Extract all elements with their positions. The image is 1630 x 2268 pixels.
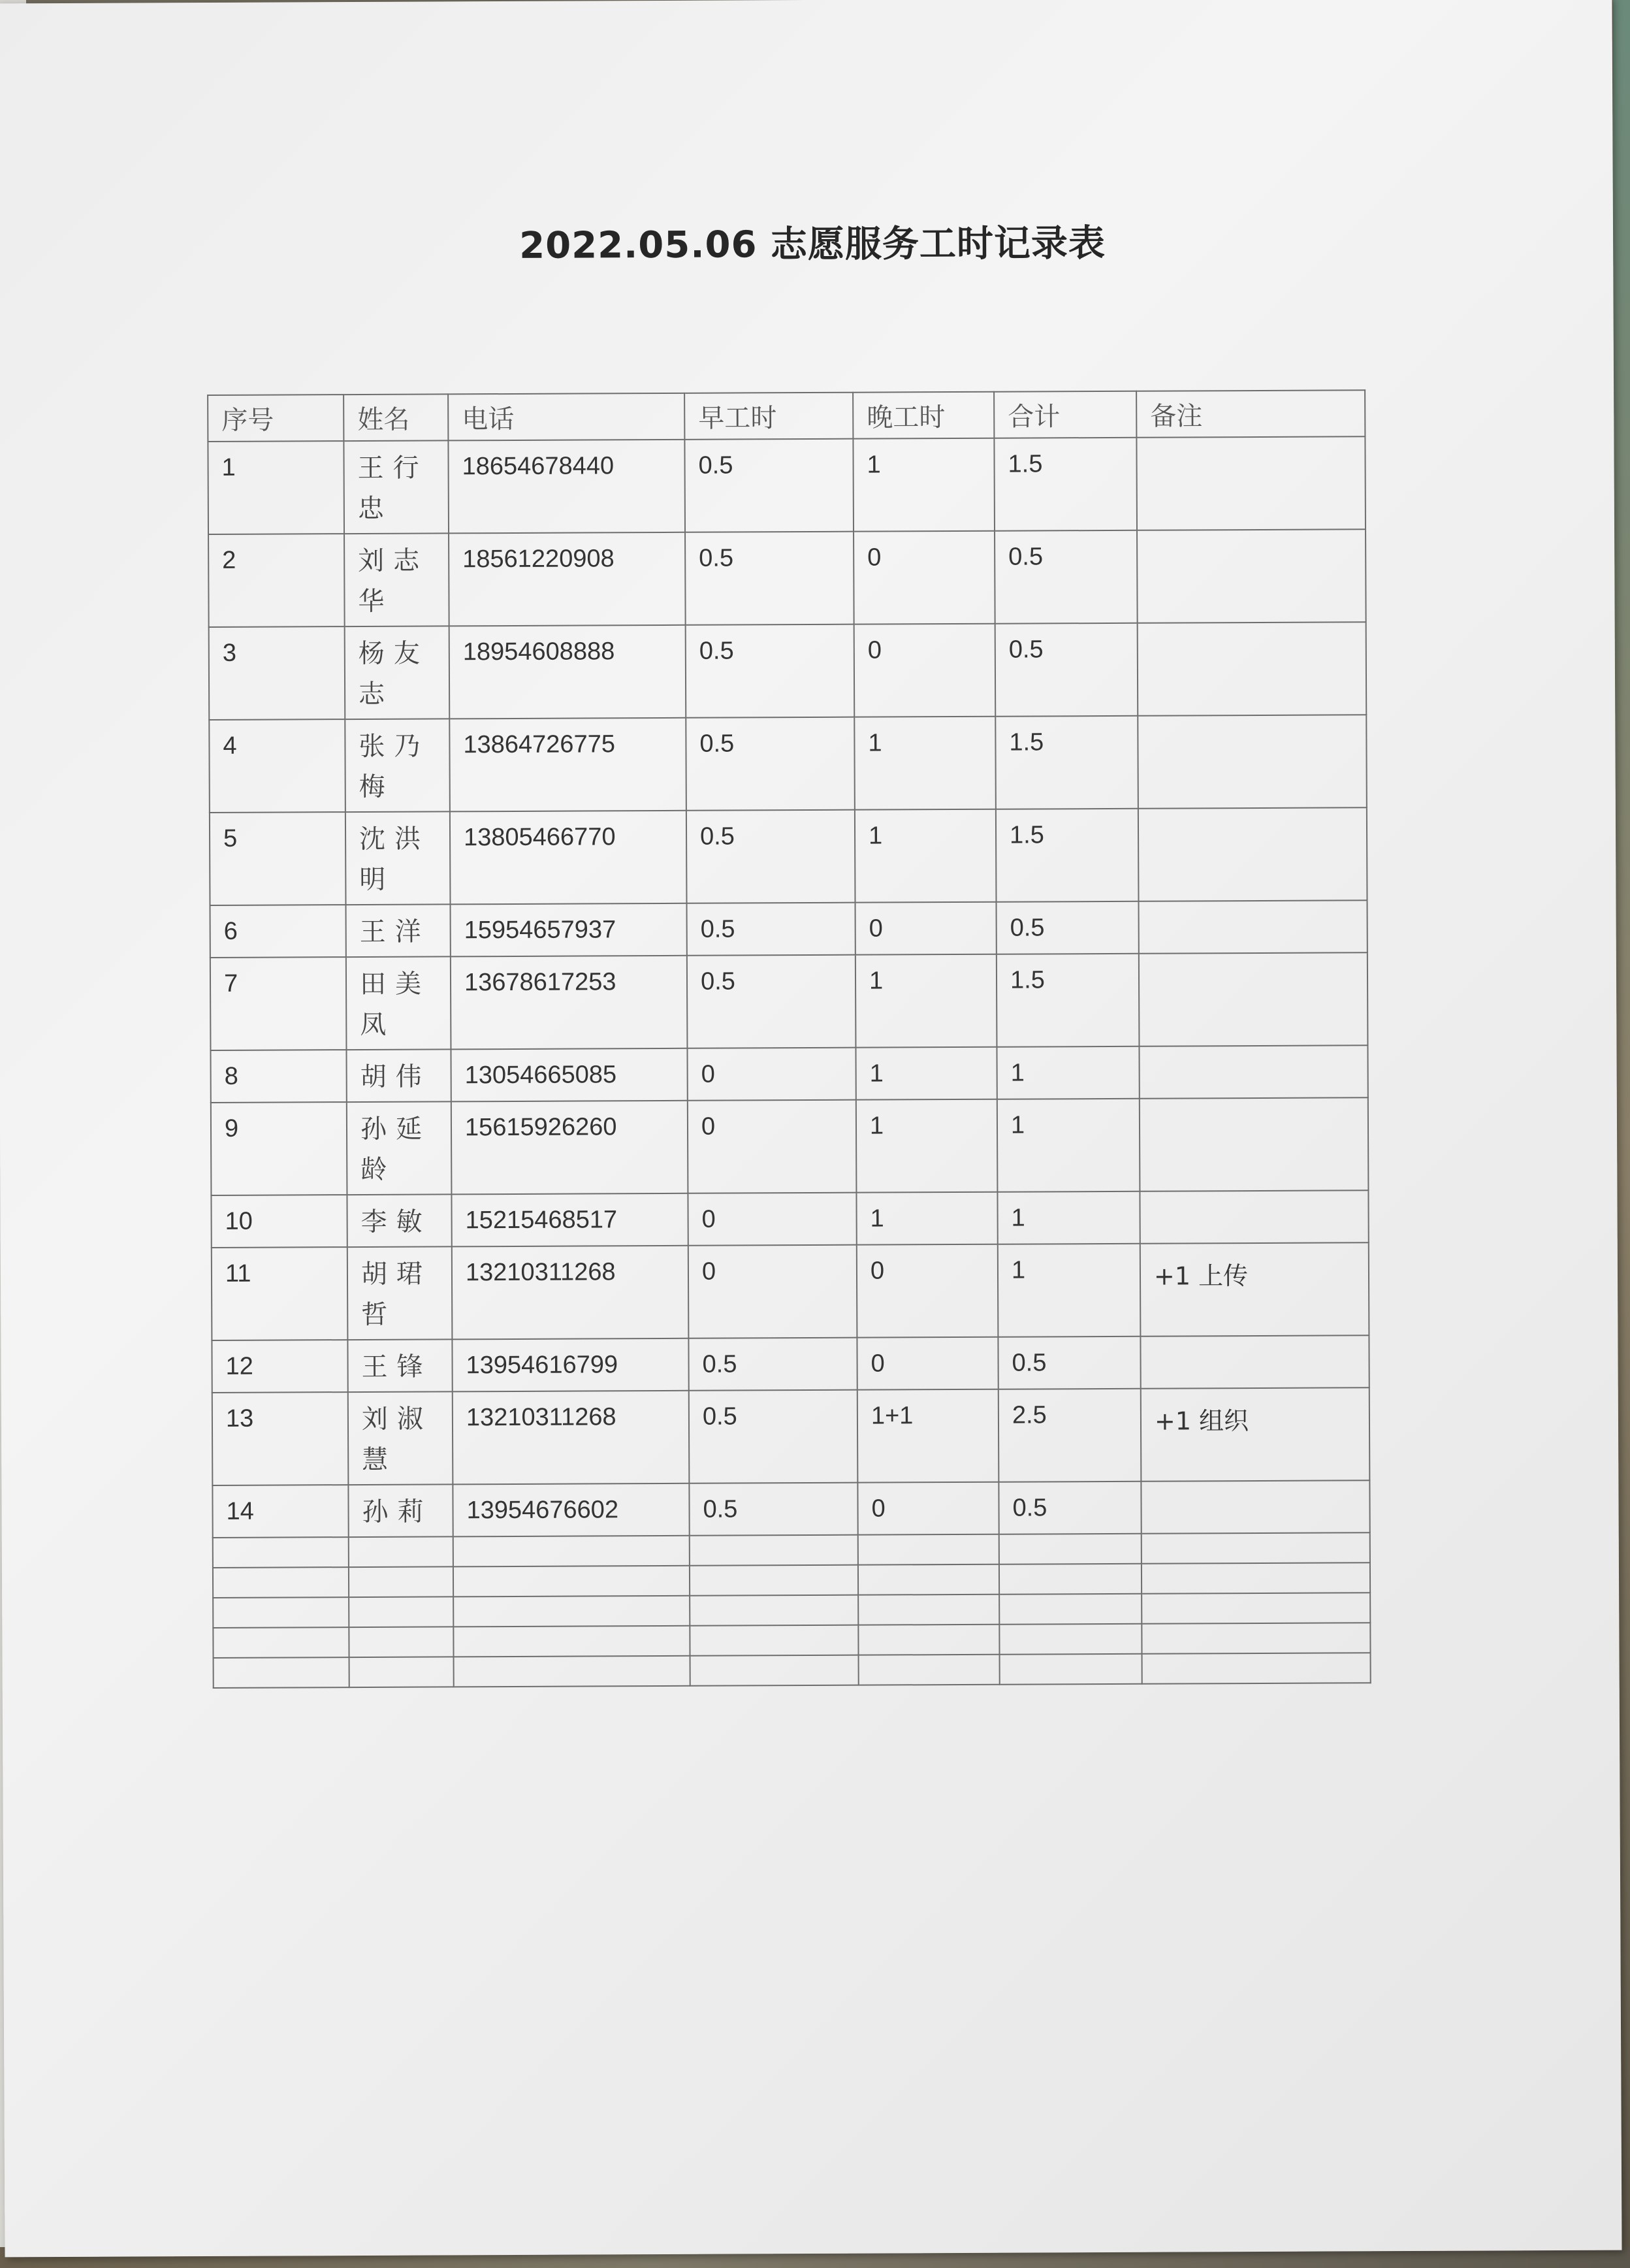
cell-index: 4: [209, 719, 345, 813]
cell-index: 6: [210, 905, 346, 958]
empty-cell: [213, 1597, 349, 1628]
cell-remarks: [1137, 529, 1366, 623]
cell-total: 2.5: [999, 1389, 1142, 1482]
cell-index: 3: [209, 626, 345, 720]
empty-cell: [999, 1594, 1142, 1625]
empty-cell: [690, 1625, 858, 1656]
cell-morning-hours: 0.5: [689, 1390, 858, 1483]
table-row: [209, 622, 1367, 720]
table-row: [212, 1387, 1370, 1485]
cell-phone: 13805466770: [450, 811, 687, 905]
cell-evening-hours: 0: [857, 1244, 999, 1338]
cell-name: 胡珺哲: [347, 1246, 453, 1340]
cell-total: 0.5: [997, 901, 1139, 954]
cell-index: 8: [210, 1050, 346, 1103]
empty-cell: [690, 1535, 858, 1566]
cell-name: 胡伟: [346, 1049, 451, 1102]
cell-remarks: +1 组织: [1141, 1387, 1370, 1482]
cell-name: 王洋: [346, 904, 451, 957]
cell-index: 14: [212, 1485, 348, 1538]
cell-morning-hours: 0.5: [684, 439, 854, 532]
cell-evening-hours: 0: [855, 902, 997, 955]
empty-cell: [453, 1566, 690, 1597]
empty-cell: [1142, 1563, 1370, 1594]
cell-morning-hours: 0: [688, 1245, 857, 1338]
cell-name: 王锋: [347, 1339, 452, 1392]
header-morning-hours: 早工时: [684, 393, 853, 440]
cell-remarks: [1138, 900, 1367, 954]
empty-cell: [999, 1534, 1142, 1564]
cell-morning-hours: 0: [688, 1193, 856, 1246]
cell-name: 刘志华: [344, 533, 449, 626]
empty-cell: [690, 1595, 858, 1626]
volunteer-hours-table: [207, 389, 1371, 1689]
empty-cell: [349, 1657, 454, 1687]
cell-total: 1: [998, 1244, 1141, 1337]
table-row: [211, 1097, 1369, 1195]
cell-index: 10: [211, 1195, 347, 1248]
cell-index: 2: [208, 534, 345, 627]
cell-remarks: [1139, 952, 1368, 1046]
cell-total: 1.5: [995, 716, 1138, 809]
cell-evening-hours: 1: [856, 1099, 998, 1193]
cell-total: 1.5: [996, 809, 1139, 902]
table-row: [209, 715, 1367, 813]
empty-cell: [349, 1627, 453, 1657]
cell-total: 0.5: [999, 1482, 1141, 1534]
header-phone: 电话: [448, 393, 684, 441]
cell-evening-hours: 1: [855, 1047, 997, 1100]
header-remarks: 备注: [1136, 390, 1365, 438]
empty-cell: [349, 1566, 453, 1597]
cell-phone: 15615926260: [451, 1101, 688, 1195]
empty-cell: [858, 1564, 999, 1595]
cell-remarks: [1139, 1045, 1367, 1099]
header-index: 序号: [208, 395, 344, 442]
empty-cell: [453, 1626, 690, 1657]
cell-morning-hours: 0.5: [686, 624, 855, 718]
empty-cell: [1000, 1654, 1142, 1685]
empty-cell: [690, 1565, 858, 1596]
table-row: [208, 529, 1366, 627]
empty-cell: [453, 1536, 690, 1567]
empty-table-row: [213, 1593, 1370, 1628]
cell-remarks: [1138, 715, 1367, 809]
empty-table-row: [213, 1532, 1370, 1568]
table-row: [212, 1480, 1369, 1538]
empty-table-row: [213, 1623, 1370, 1658]
cell-phone: 13210311268: [452, 1246, 689, 1340]
empty-table-row: [214, 1653, 1371, 1688]
empty-cell: [1142, 1653, 1371, 1684]
cell-remarks: [1138, 622, 1367, 716]
table-row: [212, 1335, 1369, 1393]
empty-cell: [1142, 1593, 1370, 1624]
cell-remarks: [1140, 1335, 1369, 1389]
cell-total: 1: [997, 1046, 1139, 1099]
table-row: [210, 952, 1368, 1050]
cell-phone: 13210311268: [453, 1391, 690, 1485]
cell-index: 5: [210, 812, 346, 905]
empty-cell: [1142, 1623, 1370, 1654]
cell-phone: 18954608888: [449, 625, 686, 719]
empty-cell: [454, 1656, 690, 1687]
cell-name: 沈洪明: [345, 811, 451, 905]
empty-cell: [690, 1655, 859, 1686]
cell-total: 1: [997, 1191, 1140, 1244]
cell-morning-hours: 0.5: [686, 810, 855, 903]
cell-remarks: [1141, 1480, 1369, 1534]
table-row: [210, 900, 1367, 958]
cell-total: 0.5: [995, 530, 1138, 624]
cell-total: 0.5: [998, 1336, 1140, 1389]
cell-index: 13: [212, 1392, 349, 1485]
cell-remarks: [1140, 1097, 1369, 1191]
cell-phone: 13954616799: [452, 1338, 688, 1392]
cell-index: 12: [212, 1340, 347, 1393]
cell-phone: 15215468517: [451, 1193, 688, 1247]
cell-phone: 13954676602: [453, 1483, 689, 1537]
cell-total: 1: [997, 1099, 1140, 1192]
cell-total: 1.5: [994, 438, 1137, 531]
cell-evening-hours: 1+1: [857, 1389, 999, 1483]
table-row: [211, 1190, 1368, 1248]
empty-cell: [213, 1567, 349, 1598]
cell-remarks: [1136, 436, 1366, 530]
empty-cell: [858, 1595, 999, 1625]
cell-index: 7: [210, 957, 347, 1050]
table-row: [210, 1045, 1367, 1103]
document-title: 2022.05.06 志愿服务工时记录表: [519, 222, 1106, 267]
cell-evening-hours: 1: [853, 438, 995, 532]
empty-cell: [858, 1534, 999, 1565]
cell-remarks: [1140, 1190, 1368, 1244]
cell-evening-hours: 0: [857, 1482, 999, 1535]
empty-cell: [1142, 1532, 1370, 1564]
cell-morning-hours: 0: [688, 1100, 857, 1193]
empty-table-row: [213, 1563, 1370, 1598]
empty-cell: [213, 1537, 349, 1568]
header-name: 姓名: [344, 394, 448, 441]
cell-evening-hours: 1: [855, 954, 997, 1048]
cell-name: 刘淑慧: [348, 1391, 453, 1485]
cell-morning-hours: 0.5: [686, 717, 855, 811]
cell-morning-hours: 0.5: [687, 903, 855, 956]
cell-name: 张乃梅: [345, 719, 450, 812]
cell-evening-hours: 0: [854, 624, 996, 717]
cell-morning-hours: 0: [687, 1048, 855, 1101]
empty-cell: [999, 1564, 1142, 1595]
table-row: [212, 1242, 1369, 1340]
cell-remarks: +1 上传: [1140, 1242, 1369, 1336]
empty-cell: [858, 1625, 999, 1655]
cell-name: 王行忠: [344, 440, 449, 534]
table-row: [208, 436, 1366, 534]
cell-remarks: [1138, 807, 1367, 901]
cell-name: 孙莉: [348, 1484, 453, 1537]
header-evening-hours: 晚工时: [853, 392, 994, 439]
cell-index: 9: [211, 1102, 347, 1195]
header-total: 合计: [994, 391, 1136, 438]
cell-phone: 15954657937: [451, 903, 687, 957]
empty-cell: [349, 1596, 453, 1627]
empty-cell: [453, 1596, 690, 1627]
table-row: [210, 807, 1367, 905]
cell-phone: 13864726775: [449, 718, 686, 812]
cell-phone: 13054665085: [451, 1048, 687, 1102]
empty-cell: [214, 1657, 349, 1688]
cell-phone: 18654678440: [448, 440, 685, 534]
cell-morning-hours: 0.5: [689, 1483, 857, 1536]
cell-index: 11: [212, 1247, 348, 1340]
empty-cell: [999, 1624, 1142, 1655]
cell-total: 1.5: [997, 954, 1140, 1047]
cell-name: 李敏: [347, 1194, 451, 1247]
empty-cell: [349, 1536, 453, 1567]
empty-cell: [213, 1627, 349, 1658]
cell-evening-hours: 1: [854, 717, 996, 810]
cell-evening-hours: 1: [856, 1192, 997, 1245]
cell-morning-hours: 0.5: [688, 1338, 857, 1391]
cell-phone: 18561220908: [449, 532, 686, 626]
empty-cell: [859, 1655, 1000, 1685]
cell-name: 田美凤: [346, 956, 451, 1050]
cell-evening-hours: 0: [857, 1337, 998, 1390]
cell-name: 杨友志: [345, 626, 450, 719]
cell-evening-hours: 1: [855, 809, 997, 903]
cell-evening-hours: 0: [854, 531, 995, 624]
cell-morning-hours: 0.5: [685, 532, 854, 625]
cell-index: 1: [208, 441, 344, 534]
cell-name: 孙延龄: [347, 1101, 452, 1195]
table-header-row: [208, 390, 1365, 442]
cell-phone: 13678617253: [451, 956, 688, 1050]
cell-total: 0.5: [995, 623, 1138, 717]
cell-morning-hours: 0.5: [687, 955, 856, 1048]
